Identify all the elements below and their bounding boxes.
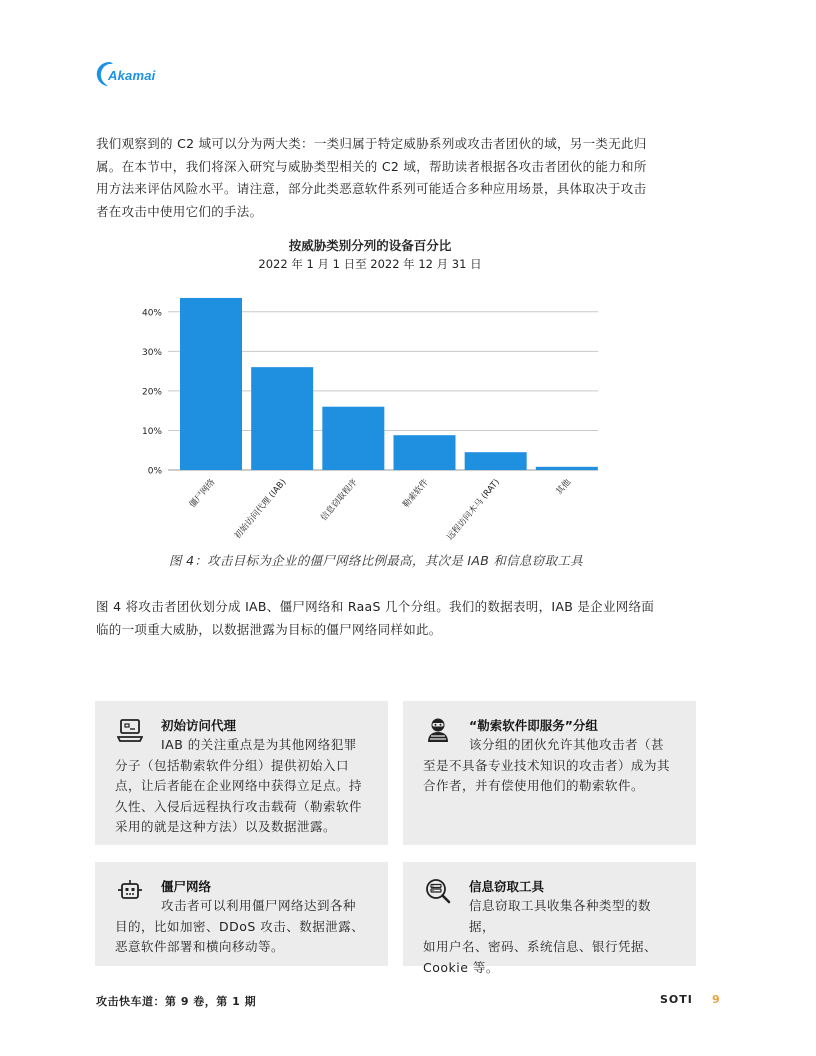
- y-tick-label: 20%: [141, 387, 162, 398]
- x-tick-label: 其他: [554, 477, 574, 497]
- robot-icon: [117, 878, 143, 904]
- card-body-rest: 分子（包括勒索软件分组）提供初始入口点，让后者能在企业网络中获得立足点。持久性、入侵后远程执行攻击载荷（勒索软件采用的就是这种方法）以及数据泄露。: [115, 757, 363, 834]
- y-tick-label: 10%: [141, 426, 162, 437]
- bar: [465, 452, 527, 470]
- card-body: [115, 735, 368, 838]
- card-body: [115, 896, 368, 958]
- x-tick-label: 信息窃取程序: [319, 477, 360, 524]
- bar: [251, 367, 313, 470]
- card-body: [423, 735, 676, 797]
- card-raas-group: [403, 701, 696, 845]
- footer-publication: 攻击快车道：第 9 卷，第 1 期: [96, 995, 257, 1008]
- chart-title: 按威胁类别分列的设备百分比: [288, 238, 452, 253]
- card-body-first-line: 攻击者可以利用僵尸网络达到各种: [161, 898, 357, 913]
- card-initial-access-broker: [95, 701, 388, 845]
- card-body-first-line: 该分组的团伙允许其他攻击者（甚: [469, 737, 665, 752]
- bar: [536, 467, 598, 470]
- chart-subtitle: 2022 年 1 月 1 日至 2022 年 12 月 31 日: [258, 257, 482, 271]
- body-paragraph: 图 4 将攻击者团伙划分成 IAB、僵尸网络和 RaaS 几个分组。我们的数据表明，IAB 是企业网络面临的一项重大威胁，以数据泄露为目标的僵尸网络同样如此。: [96, 599, 655, 637]
- page-number: 9: [712, 993, 720, 1006]
- akamai-logo: [94, 60, 164, 88]
- intro-paragraph: 我们观察到的 C2 域可以分为两大类：一类归属于特定威胁系列或攻击者团伙的域，另一类无此归属。在本节中，我们将深入研究与威胁类型相关的 C2 域，帮助读者根据各攻击者团伙的能力和所用方法来评估风险水平。请注意，部分此类恶意软件系列可能适合多种应用场景，具体取决于攻击者在攻击中使用它们的手法。: [96, 136, 647, 219]
- y-tick-label: 40%: [141, 308, 162, 319]
- x-tick-label: 初始访问代理 (IAB): [232, 477, 289, 541]
- y-tick-label: 30%: [141, 347, 162, 358]
- card-body-rest: 如用户名、密码、系统信息、银行凭据、Cookie 等。: [423, 939, 658, 975]
- bar: [394, 435, 456, 470]
- bar-chart: [110, 280, 630, 550]
- card-body-first-line: IAB 的关注重点是为其他网络犯罪: [161, 737, 357, 752]
- card-body-rest: 至是不具备专业技术知识的攻击者）成为其合作者，并有偿使用他们的勒索软件。: [423, 757, 671, 793]
- footer-brand: SOTI: [660, 993, 693, 1006]
- card-title: 初始访问代理: [161, 718, 237, 733]
- card-title: “勒索软件即服务”分组: [469, 718, 598, 733]
- x-tick-label: 远程访问木马 (RAT): [445, 477, 502, 543]
- card-botnet: [95, 862, 388, 966]
- card-body-first-line: 信息窃取工具收集各种类型的数据，: [469, 898, 652, 934]
- y-tick-label: 0%: [147, 466, 162, 477]
- card-body-rest: 目的，比如加密、DDoS 攻击、数据泄露、恶意软件部署和横向移动等。: [115, 918, 365, 954]
- bar: [180, 298, 242, 470]
- figure-caption: 图 4：攻击目标为企业的僵尸网络比例最高，其次是 IAB 和信息窃取工具: [169, 553, 583, 568]
- card-title: 信息窃取工具: [469, 879, 545, 894]
- hacker-icon: [425, 717, 451, 743]
- bar: [322, 407, 384, 470]
- logo-text: Akamai: [108, 68, 156, 83]
- data-search-icon: [425, 878, 451, 904]
- x-tick-label: 勒索软件: [401, 477, 431, 510]
- x-tick-label: 僵尸网络: [187, 477, 218, 510]
- card-info-stealer: [403, 862, 696, 975]
- card-title: 僵尸网络: [161, 879, 212, 894]
- card-body: [423, 896, 676, 978]
- laptop-icon: [117, 717, 143, 743]
